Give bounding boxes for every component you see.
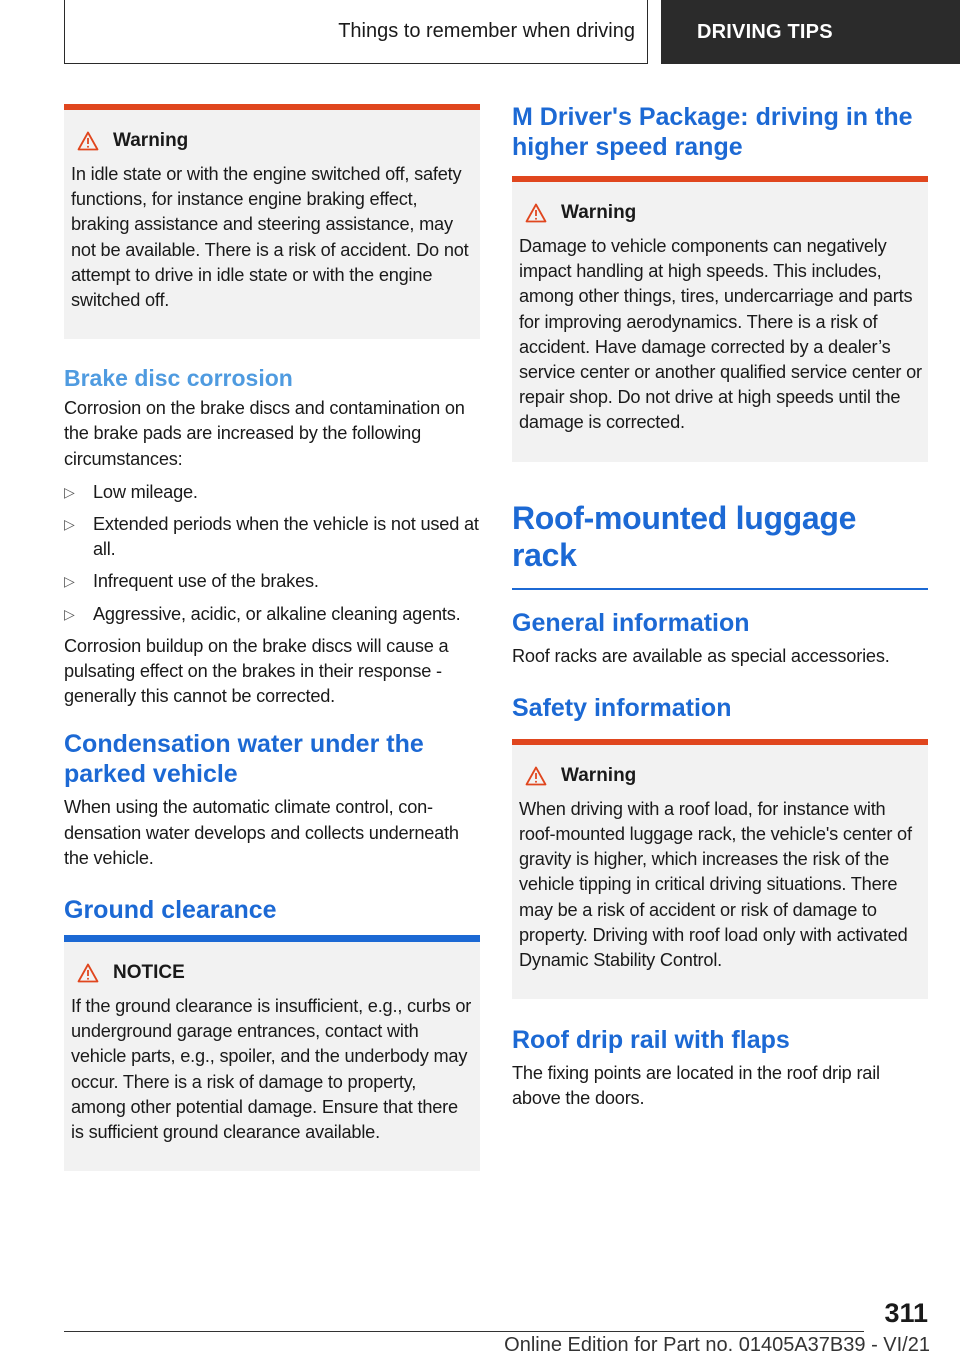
warning-label: Warning <box>561 764 637 786</box>
section-divider <box>64 935 480 942</box>
list-item <box>64 512 480 562</box>
page-number: 311 <box>884 1298 928 1328</box>
chapter-rule <box>512 588 928 590</box>
drip-text: The fixing points are located in the roof drip rail above the doors. <box>512 1063 880 1109</box>
footer-rule <box>64 1331 864 1332</box>
warning-label: Warning <box>561 202 637 223</box>
right-column <box>512 96 928 1112</box>
warning-triangle-icon <box>77 963 99 983</box>
heading-roof-drip-rail: Roof drip rail with flaps <box>512 1026 790 1055</box>
list-item-text: Low mileage. <box>93 481 198 502</box>
list-item-text: Infrequent use of the brakes. <box>93 571 319 592</box>
condensation-text: When using the automatic climate control, condensation water develops and collects underneath the vehicle. <box>64 797 459 868</box>
warning-label: Warning <box>113 130 189 151</box>
warning-text: In idle state or with the engine switched off, safety functions, for instance engine braking effect, braking assistance and steering assistance, may not be available. There is a risk of accident. Do not attempt to drive in idle state or with the engine switched off. <box>71 164 469 311</box>
warning-title <box>71 130 474 152</box>
triangle-bullet-icon: ▷ <box>64 483 75 500</box>
warning-title <box>519 202 922 224</box>
triangle-bullet-icon: ▷ <box>64 516 75 533</box>
brake-intro: Corrosion on the brake discs and contamination on the brake pads are increased by the following circumstances: <box>64 398 465 469</box>
warning-triangle-icon <box>77 131 99 151</box>
triangle-bullet-icon: ▷ <box>64 573 75 590</box>
list-item-text: Extended periods when the vehicle is not used at all. <box>93 514 479 560</box>
heading-safety-information: Safety information <box>512 693 732 722</box>
heading-ground-clearance: Ground clearance <box>64 896 277 925</box>
chapter-tab <box>661 0 960 64</box>
heading-m-drivers-package: M Driver's Package: driving in the higher speed range <box>512 103 913 161</box>
heading-general-information: General information <box>512 608 750 637</box>
left-column <box>64 104 480 1171</box>
list-item <box>64 602 480 627</box>
warning-box-idle <box>64 104 480 339</box>
warning-text: Damage to vehicle components can negatively impact handling at high speeds. This includes, among other things, tires, undercarriage and parts for improving aerodynamics. There is a risk of accident. Have damage corrected by a dealer’s service center or another qualified service center or repair shop. Do not drive at high speeds until the damage is corrected. <box>519 236 922 433</box>
notice-label: NOTICE <box>113 962 185 984</box>
warning-triangle-icon <box>525 766 547 786</box>
notice-text: If the ground clearance is insufficient, e.g., curbs or underground garage entrances, contact with vehicle parts, e.g., spoiler, and the underbody may occur. There is a risk of damage to property, among other potential damage. Ensure that there is sufficient ground clearance available. <box>71 996 472 1143</box>
running-header-section <box>64 0 648 64</box>
warning-text: When driving with a roof load, for instance with roof-mounted luggage rack, the vehicle's center of gravity is higher, which increases the risk of the vehicle tipping in critical driving situations. There may be a risk of accident or risk of damage to property. Driving with roof load only with activated Dynamic Stability Control. <box>519 798 912 971</box>
warning-title <box>519 765 922 787</box>
heading-condensation: Condensation water under the parked vehicle <box>64 730 424 789</box>
warning-triangle-icon <box>525 203 547 223</box>
warning-box-roof-load <box>512 745 928 999</box>
heading-roof-rack: Roof-mounted luggage rack <box>512 499 857 573</box>
warning-box-speed <box>512 182 928 462</box>
list-item-text: Aggressive, acidic, or alkaline cleaning agents. <box>93 603 461 624</box>
triangle-bullet-icon: ▷ <box>64 605 75 622</box>
chapter-title: DRIVING TIPS <box>697 20 833 43</box>
brake-outro: Corrosion buildup on the brake discs will cause a pulsating effect on the brakes in their response - generally this cannot be corrected. <box>64 635 449 707</box>
notice-title <box>71 962 474 984</box>
list-item <box>64 569 480 594</box>
list-item <box>64 480 480 505</box>
general-text: Roof racks are available as special accessories. <box>512 645 890 666</box>
edition-footer: Online Edition for Part no. 01405A37B39 - VI/21 <box>504 1334 930 1356</box>
section-title: Things to remember when driving <box>338 20 635 42</box>
heading-brake-disc-corrosion: Brake disc corrosion <box>64 365 293 392</box>
notice-box-ground <box>64 942 480 1171</box>
brake-circumstances-list <box>64 480 480 627</box>
